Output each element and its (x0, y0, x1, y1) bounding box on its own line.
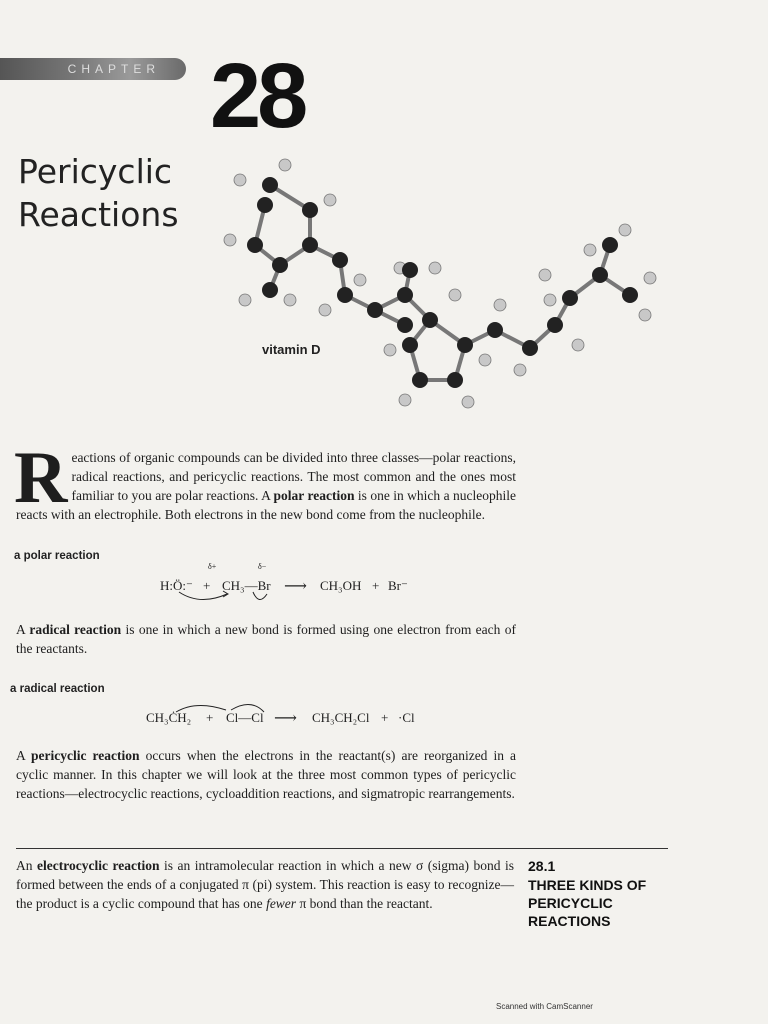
pericyclic-definition (16, 746, 516, 803)
chapter-title (18, 150, 179, 236)
radical-reaction-equation (146, 700, 446, 730)
radical-product1: CH₃CH₂Cl (312, 710, 370, 725)
section-divider (16, 848, 668, 849)
polar-plus: + (203, 578, 211, 593)
vitamin-d-molecule-illustration (210, 150, 680, 420)
polar-plus-2: + (372, 578, 380, 593)
delta-plus: δ+ (208, 562, 217, 571)
electrocyclic-text-a: An (16, 858, 38, 873)
scanner-footer: Scanned with CamScanner (496, 1002, 593, 1011)
radical-def-text-b: is one in which a new bond is formed using one electron from each of the reactants. (16, 622, 516, 656)
section-number: 28.1 (528, 858, 556, 874)
figure-label: vitamin D (262, 342, 321, 357)
pericyclic-bold-term: pericyclic reaction (31, 748, 140, 763)
electrocyclic-bold-term: electrocyclic reaction (37, 858, 160, 873)
radical-plus: + (206, 710, 214, 725)
intro-text-a: eactions of organic compounds can be divided into three classes—polar reactions, radical reactions, and pericyclic reactions. The most common and the ones most familiar to you are polar reactions. A (71, 450, 516, 503)
pericyclic-def-text-b: occurs when the electrons in the reactant(s) are reorganized in a cyclic manner. In this chapter we will look at the three most common types of pericyclic reactions—electrocyclic reactions, cycloaddition reactions, and sigmatropic rearrangements. (16, 748, 516, 801)
radical-definition (16, 620, 516, 658)
curved-arrows (175, 588, 275, 610)
polar-product2: Br⁻ (388, 578, 408, 593)
intro-paragraph (14, 437, 517, 524)
section-title: THREE KINDS OF PERICYCLIC REACTIONS (528, 877, 647, 929)
pericyclic-def-text-a: A (16, 748, 32, 763)
electrocyclic-text-b: is an intramolecular reaction in which a new σ (sigma) bond is formed between the ends of a conjugated π (pi) system. This reaction is easy to recognize—the product is a cyclic compound that has one (16, 858, 515, 911)
polar-reaction-label: a polar reaction (14, 550, 100, 562)
radical-plus-2: + (381, 710, 389, 725)
chapter-title-line2: Reactions (18, 195, 179, 234)
intro-bold-term: polar reaction (273, 488, 355, 503)
drop-cap: R (14, 437, 68, 519)
intro-text-b: is one in which a nucleophile reacts with an electrophile. Both electrons in the new bond come from the nucleophile. (16, 488, 517, 522)
radical-reactant2: Cl—Cl (226, 710, 264, 725)
radical-product2: ·Cl (398, 710, 415, 725)
chapter-title-line1: Pericyclic (18, 152, 173, 191)
chapter-number: 28 (210, 45, 305, 147)
electrocyclic-definition (16, 856, 514, 913)
polar-reactant1: H:Ö:⁻ (160, 578, 193, 593)
radical-bold-term: radical reaction (29, 622, 122, 637)
radical-reactant1: CH₃ĊH₂ (146, 710, 192, 725)
chapter-banner: CHAPTER (0, 58, 186, 80)
polar-arrow: ⟶ (284, 578, 307, 595)
radical-def-text-a: A (16, 622, 30, 637)
delta-minus: δ− (258, 562, 267, 571)
polar-reactant2: CH₃—Br (222, 578, 271, 593)
radical-reaction-label: a radical reaction (10, 683, 105, 695)
radical-arrow: ⟶ (274, 710, 297, 727)
electrocyclic-text-c: π bond than the reactant. (296, 896, 433, 911)
polar-reaction-equation (160, 562, 460, 608)
polar-product1: CH₃OH (320, 578, 362, 593)
electrocyclic-italic: fewer (266, 896, 297, 911)
